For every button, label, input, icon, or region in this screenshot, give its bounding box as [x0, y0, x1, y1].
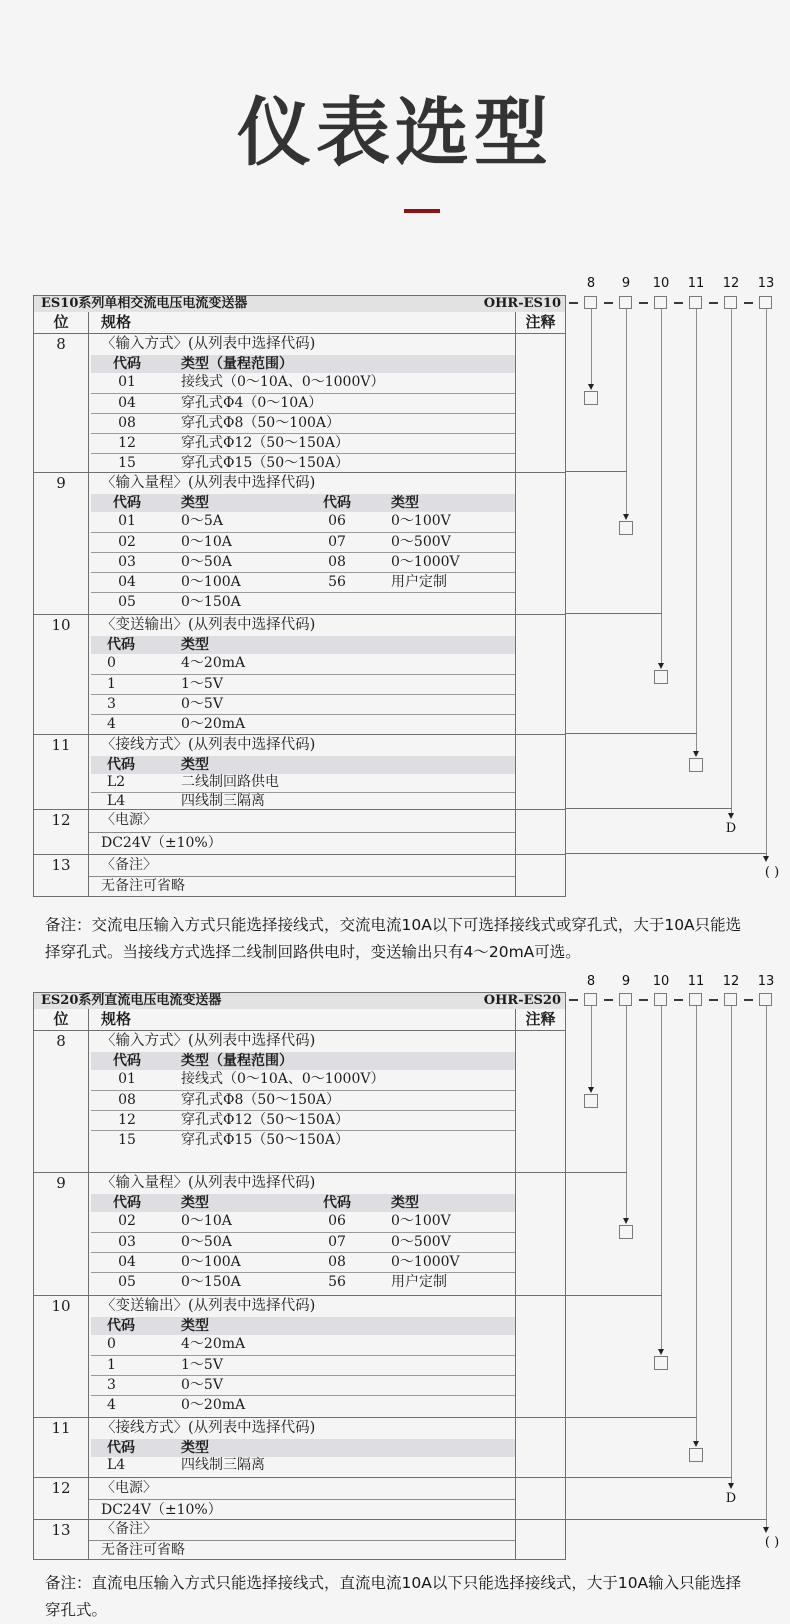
code-cell: 4 — [107, 716, 116, 732]
code-band-header — [91, 1317, 515, 1335]
band-code-label: 代码 — [113, 495, 141, 511]
code-band-header — [91, 1439, 515, 1457]
code-cell: 15 — [118, 1132, 136, 1148]
type-cell: 0～50A — [181, 1234, 232, 1250]
code-cell: 08 — [118, 1092, 136, 1108]
spec-row — [91, 1130, 515, 1150]
type-cell: 0～20mA — [181, 716, 246, 732]
target-code-box — [689, 1448, 703, 1462]
remark-value: 无备注可省略 — [89, 876, 515, 896]
power-tag: D — [725, 1491, 737, 1506]
section-position: 10 — [34, 1296, 89, 1417]
connector-line — [566, 1172, 627, 1173]
type-cell: 4～20mA — [181, 655, 246, 671]
note-cell — [515, 810, 565, 854]
col-header-spec: 规格 — [101, 1010, 132, 1028]
section-position: 11 — [34, 1418, 89, 1477]
order-code-box — [724, 296, 737, 309]
order-code-box — [584, 993, 597, 1006]
remark-tag: ( ) — [764, 865, 780, 880]
spec-row — [91, 1457, 515, 1475]
type-cell: 0～10A — [181, 534, 232, 550]
code-cell: 02 — [118, 534, 136, 550]
note-cell — [515, 1173, 565, 1295]
code-cell: 3 — [107, 696, 116, 712]
section-wiring — [34, 1418, 565, 1478]
type-cell: 二线制回路供电 — [181, 774, 279, 790]
spec-row — [91, 1110, 515, 1130]
type-cell — [365, 593, 515, 612]
code-cell: 56 — [328, 574, 346, 590]
type-cell: 0～50A — [181, 554, 232, 570]
arrow-down-icon — [623, 514, 629, 520]
order-digit: 8 — [586, 276, 596, 291]
section-position: 10 — [34, 615, 89, 734]
order-digit: 9 — [621, 276, 631, 291]
code-cell: L4 — [107, 1457, 126, 1473]
code-cell: 02 — [118, 1213, 136, 1229]
band-type-label: 类型 — [181, 757, 209, 773]
code-cell: 0 — [107, 1336, 116, 1352]
code-cell: 1 — [107, 676, 116, 692]
power-value: DC24V（±10%） — [89, 832, 515, 854]
band-type-label: 类型（量程范围） — [181, 356, 293, 372]
connector-line — [626, 309, 627, 514]
type-cell: 穿孔式Φ8（50～100A） — [181, 415, 341, 431]
spec-row — [91, 1212, 515, 1232]
note-cell — [515, 1478, 565, 1519]
remark-value: 无备注可省略 — [89, 1540, 515, 1559]
spec-row — [91, 1090, 515, 1110]
section-title: 〈备注〉 — [101, 857, 157, 873]
type-cell: 0～20mA — [181, 1397, 246, 1413]
section-position: 11 — [34, 735, 89, 809]
code-cell: 12 — [118, 435, 136, 451]
section-input-method — [34, 1031, 565, 1173]
table-title: ES10系列单相交流电压电流变送器 — [41, 296, 248, 311]
section-title: 〈备注〉 — [101, 1521, 157, 1537]
section-input-method — [34, 334, 565, 473]
table-header-bar — [34, 296, 565, 312]
code-cell — [309, 593, 365, 612]
target-code-box — [584, 1094, 598, 1108]
order-code-box — [689, 296, 702, 309]
section-position: 9 — [34, 1173, 89, 1295]
spec-row — [91, 1355, 515, 1375]
col-header-spec: 规格 — [101, 313, 132, 331]
connector-line — [591, 309, 592, 384]
code-cell: 1 — [107, 1357, 116, 1373]
order-code-box — [584, 296, 597, 309]
dash-separator — [639, 302, 648, 304]
spec-row — [91, 1070, 515, 1090]
note-cell — [515, 1418, 565, 1477]
product-table-es10 — [33, 295, 566, 897]
type-cell: 0～100A — [181, 1254, 241, 1270]
code-cell: 01 — [118, 1071, 136, 1087]
spec-row — [91, 774, 515, 792]
type-cell: 0～1000V — [391, 1254, 460, 1270]
connector-line — [766, 1006, 767, 1527]
type-cell: 用户定制 — [391, 574, 447, 590]
section-title: 〈电源〉 — [101, 812, 157, 828]
code-cell: 03 — [118, 554, 136, 570]
col-header-note: 注释 — [515, 312, 565, 333]
section-position: 12 — [34, 1478, 89, 1519]
column-header-row — [34, 312, 565, 334]
section-title: 〈输入量程〉(从列表中选择代码) — [101, 1175, 316, 1191]
section-remark — [34, 1520, 565, 1559]
band-type-label: 类型 — [181, 1440, 209, 1456]
order-code-box — [689, 993, 702, 1006]
code-cell: 05 — [118, 1274, 136, 1290]
title-divider — [404, 209, 440, 213]
code-band-header — [91, 636, 515, 654]
code-cell: 07 — [328, 534, 346, 550]
product-table-es20 — [33, 992, 566, 1560]
arrow-down-icon — [658, 1349, 664, 1355]
code-cell: 01 — [118, 374, 136, 390]
connector-line — [566, 1477, 732, 1478]
spec-row — [91, 373, 515, 393]
code-cell: 04 — [118, 574, 136, 590]
code-cell: 06 — [328, 1213, 346, 1229]
type-cell: 穿孔式Φ12（50～150A） — [181, 435, 349, 451]
spec-row — [91, 1272, 515, 1292]
code-cell: 04 — [118, 1254, 136, 1270]
band-code-label: 代码 — [107, 1440, 135, 1456]
connector-line — [591, 1006, 592, 1087]
code-cell: L2 — [107, 774, 126, 790]
type-cell: 用户定制 — [391, 1274, 447, 1290]
target-code-box — [689, 758, 703, 772]
band-type-label: 类型（量程范围） — [181, 1053, 293, 1069]
spec-row — [91, 654, 515, 674]
section-wiring — [34, 735, 565, 810]
section-title: 〈变送输出〉(从列表中选择代码) — [101, 1298, 316, 1314]
band-type-label: 类型 — [181, 495, 209, 511]
band-code-label: 代码 — [107, 637, 135, 653]
type-cell: 1～5V — [181, 1357, 223, 1373]
section-title: 〈变送输出〉(从列表中选择代码) — [101, 617, 316, 633]
dash-separator — [674, 302, 683, 304]
section-power — [34, 810, 565, 855]
spec-row — [91, 714, 515, 734]
col-header-position: 位 — [34, 312, 89, 333]
section-position: 9 — [34, 473, 89, 614]
type-cell: 0～5V — [181, 1377, 223, 1393]
type-cell: 0～100V — [391, 513, 451, 529]
type-cell: 穿孔式Φ4（0～10A） — [181, 395, 323, 411]
connector-line — [566, 853, 767, 854]
spec-row — [91, 1232, 515, 1252]
type-cell: 0～150A — [181, 594, 241, 610]
code-band-header — [91, 494, 515, 512]
connector-line — [766, 309, 767, 856]
type-cell: 0～1000V — [391, 554, 460, 570]
code-cell: 15 — [118, 455, 136, 471]
type-cell: 4～20mA — [181, 1336, 246, 1352]
model-code: OHR-ES10 — [483, 296, 561, 311]
model-code: OHR-ES20 — [483, 993, 561, 1008]
band-code-label: 代码 — [323, 1195, 351, 1211]
connector-line — [566, 471, 627, 472]
band-code-label: 代码 — [107, 757, 135, 773]
order-digit: 13 — [757, 974, 775, 989]
code-cell: 03 — [118, 1234, 136, 1250]
order-digit: 11 — [687, 974, 705, 989]
code-cell: 0 — [107, 655, 116, 671]
dash-separator — [569, 302, 578, 304]
type-cell: 接线式（0～10A、0～1000V） — [181, 1071, 385, 1087]
section-position: 13 — [34, 1520, 89, 1559]
arrow-down-icon — [728, 813, 734, 819]
connector-line — [626, 1006, 627, 1218]
section-input-range — [34, 473, 565, 615]
type-cell: 四线制三隔离 — [181, 793, 265, 809]
section-title: 〈电源〉 — [101, 1480, 157, 1496]
section-title: 〈接线方式〉(从列表中选择代码) — [101, 1420, 316, 1436]
spec-row — [91, 674, 515, 694]
arrow-down-icon — [763, 856, 769, 862]
connector-line — [661, 1006, 662, 1349]
type-cell: 穿孔式Φ8（50～150A） — [181, 1092, 341, 1108]
type-cell: 穿孔式Φ12（50～150A） — [181, 1112, 349, 1128]
section-position: 13 — [34, 855, 89, 896]
type-cell: 穿孔式Φ15（50～150A） — [181, 455, 349, 471]
arrow-down-icon — [763, 1527, 769, 1533]
code-cell: 08 — [328, 1254, 346, 1270]
column-header-row — [34, 1009, 565, 1031]
section-power — [34, 1478, 565, 1520]
band-type-label: 类型 — [181, 1195, 209, 1211]
code-cell: 4 — [107, 1397, 116, 1413]
spec-row — [91, 532, 515, 552]
type-cell: 0～10A — [181, 1213, 232, 1229]
note-cell — [515, 1296, 565, 1417]
spec-row — [91, 1395, 515, 1415]
band-type-label: 类型 — [391, 1195, 419, 1211]
arrow-down-icon — [588, 384, 594, 390]
connector-line — [696, 1006, 697, 1441]
dash-separator — [639, 999, 648, 1001]
section-input-range — [34, 1173, 565, 1296]
spec-row — [91, 1375, 515, 1395]
section-position: 12 — [34, 810, 89, 854]
target-code-box — [619, 1225, 633, 1239]
order-digit: 12 — [722, 974, 740, 989]
dash-separator — [709, 302, 718, 304]
footnote-es20: 备注：直流电压输入方式只能选择接线式，直流电流10A以下只能选择接线式，大于10A输入只能选择穿孔式。 — [45, 1574, 742, 1619]
remark-tag: ( ) — [764, 1535, 780, 1550]
dash-separator — [674, 999, 683, 1001]
code-band-header — [91, 355, 515, 373]
spec-row — [91, 552, 515, 572]
note-cell — [515, 473, 565, 614]
order-code-box — [619, 993, 632, 1006]
order-code-box — [759, 993, 772, 1006]
order-code-box — [759, 296, 772, 309]
section-title: 〈接线方式〉(从列表中选择代码) — [101, 737, 316, 753]
section-output — [34, 615, 565, 735]
dash-separator — [569, 999, 578, 1001]
section-position: 8 — [34, 334, 89, 472]
type-cell: 1～5V — [181, 676, 223, 692]
band-type-label: 类型 — [391, 495, 419, 511]
type-cell: 0～5A — [181, 513, 223, 529]
band-type-label: 类型 — [181, 1318, 209, 1334]
connector-line — [566, 613, 662, 614]
type-cell: 0～100A — [181, 574, 241, 590]
type-cell: 0～150A — [181, 1274, 241, 1290]
section-title: 〈输入量程〉(从列表中选择代码) — [101, 475, 316, 491]
dash-separator — [604, 302, 613, 304]
dash-separator — [604, 999, 613, 1001]
order-digit: 11 — [687, 276, 705, 291]
spec-row — [91, 433, 515, 453]
footnote-es10: 备注：交流电压输入方式只能选择接线式，交流电流10A以下可选择接线式或穿孔式，大于10A只能选择穿孔式。当接线方式选择二线制回路供电时，变送输出只有4～20mA可选。 — [45, 916, 742, 961]
band-code-label: 代码 — [113, 1195, 141, 1211]
spec-row — [91, 393, 515, 413]
connector-line — [566, 1519, 767, 1520]
spec-row — [91, 694, 515, 714]
arrow-down-icon — [728, 1483, 734, 1489]
arrow-down-icon — [623, 1218, 629, 1224]
type-cell: 穿孔式Φ15（50～150A） — [181, 1132, 349, 1148]
power-tag: D — [725, 821, 737, 836]
type-cell: 0～5V — [181, 696, 223, 712]
spec-row — [91, 1252, 515, 1272]
arrow-down-icon — [588, 1087, 594, 1093]
arrow-down-icon — [693, 1441, 699, 1447]
type-cell: 0～500V — [391, 1234, 451, 1250]
connector-line — [696, 309, 697, 751]
section-title: 〈输入方式〉(从列表中选择代码) — [101, 336, 316, 352]
type-cell: 0～500V — [391, 534, 451, 550]
type-cell: 接线式（0～10A、0～1000V） — [181, 374, 385, 390]
band-code-label: 代码 — [107, 1318, 135, 1334]
spec-row — [91, 1335, 515, 1355]
section-position: 8 — [34, 1031, 89, 1172]
band-type-label: 类型 — [181, 637, 209, 653]
target-code-box — [654, 1356, 668, 1370]
code-cell: 56 — [328, 1274, 346, 1290]
order-code-box — [619, 296, 632, 309]
code-band-header — [91, 1052, 515, 1070]
band-code-label: 代码 — [113, 356, 141, 372]
col-header-position: 位 — [34, 1009, 89, 1030]
order-digit: 10 — [652, 276, 670, 291]
power-value: DC24V（±10%） — [89, 1499, 515, 1519]
arrow-down-icon — [693, 751, 699, 757]
code-band-header — [91, 1194, 515, 1212]
col-header-note: 注释 — [515, 1009, 565, 1030]
code-cell: 01 — [118, 513, 136, 529]
connector-line — [661, 309, 662, 663]
note-cell — [515, 1031, 565, 1172]
order-digit: 9 — [621, 974, 631, 989]
order-digit: 12 — [722, 276, 740, 291]
connector-line — [566, 1417, 697, 1418]
band-code-label: 代码 — [113, 1053, 141, 1069]
code-cell: 12 — [118, 1112, 136, 1128]
code-cell: 05 — [118, 594, 136, 610]
order-digit: 10 — [652, 974, 670, 989]
code-cell: 07 — [328, 1234, 346, 1250]
code-cell: 08 — [118, 415, 136, 431]
code-cell: 06 — [328, 513, 346, 529]
connector-line — [566, 1295, 662, 1296]
dash-separator — [709, 999, 718, 1001]
type-cell: 四线制三隔离 — [181, 1457, 265, 1473]
note-cell — [515, 735, 565, 809]
section-output — [34, 1296, 565, 1418]
connector-line — [566, 808, 732, 809]
dash-separator — [744, 999, 753, 1001]
note-cell — [515, 615, 565, 734]
order-code-box — [654, 296, 667, 309]
spec-row — [91, 572, 515, 592]
spec-row — [91, 512, 515, 532]
band-code-label: 代码 — [323, 495, 351, 511]
spec-row — [91, 792, 515, 809]
order-code-box — [654, 993, 667, 1006]
connector-line — [731, 309, 732, 813]
table-header-bar — [34, 993, 565, 1009]
spec-row — [91, 592, 515, 612]
spec-row — [91, 453, 515, 472]
order-code-box — [724, 993, 737, 1006]
note-cell — [515, 1520, 565, 1559]
order-digit: 8 — [586, 974, 596, 989]
target-code-box — [584, 391, 598, 405]
target-code-box — [654, 670, 668, 684]
code-cell: 08 — [328, 554, 346, 570]
note-cell — [515, 855, 565, 896]
section-remark — [34, 855, 565, 896]
spec-row — [91, 413, 515, 433]
table-title: ES20系列直流电压电流变送器 — [41, 993, 222, 1008]
order-digit: 13 — [757, 276, 775, 291]
connector-line — [566, 733, 697, 734]
section-title: 〈输入方式〉(从列表中选择代码) — [101, 1033, 316, 1049]
type-cell: 0～100V — [391, 1213, 451, 1229]
code-cell: 3 — [107, 1377, 116, 1393]
dash-separator — [744, 302, 753, 304]
code-band-header — [91, 756, 515, 774]
note-cell — [515, 334, 565, 472]
target-code-box — [619, 521, 633, 535]
arrow-down-icon — [658, 663, 664, 669]
connector-line — [731, 1006, 732, 1483]
code-cell: L4 — [107, 793, 126, 809]
code-cell: 04 — [118, 395, 136, 411]
page-title: 仪表选型 — [237, 90, 553, 176]
